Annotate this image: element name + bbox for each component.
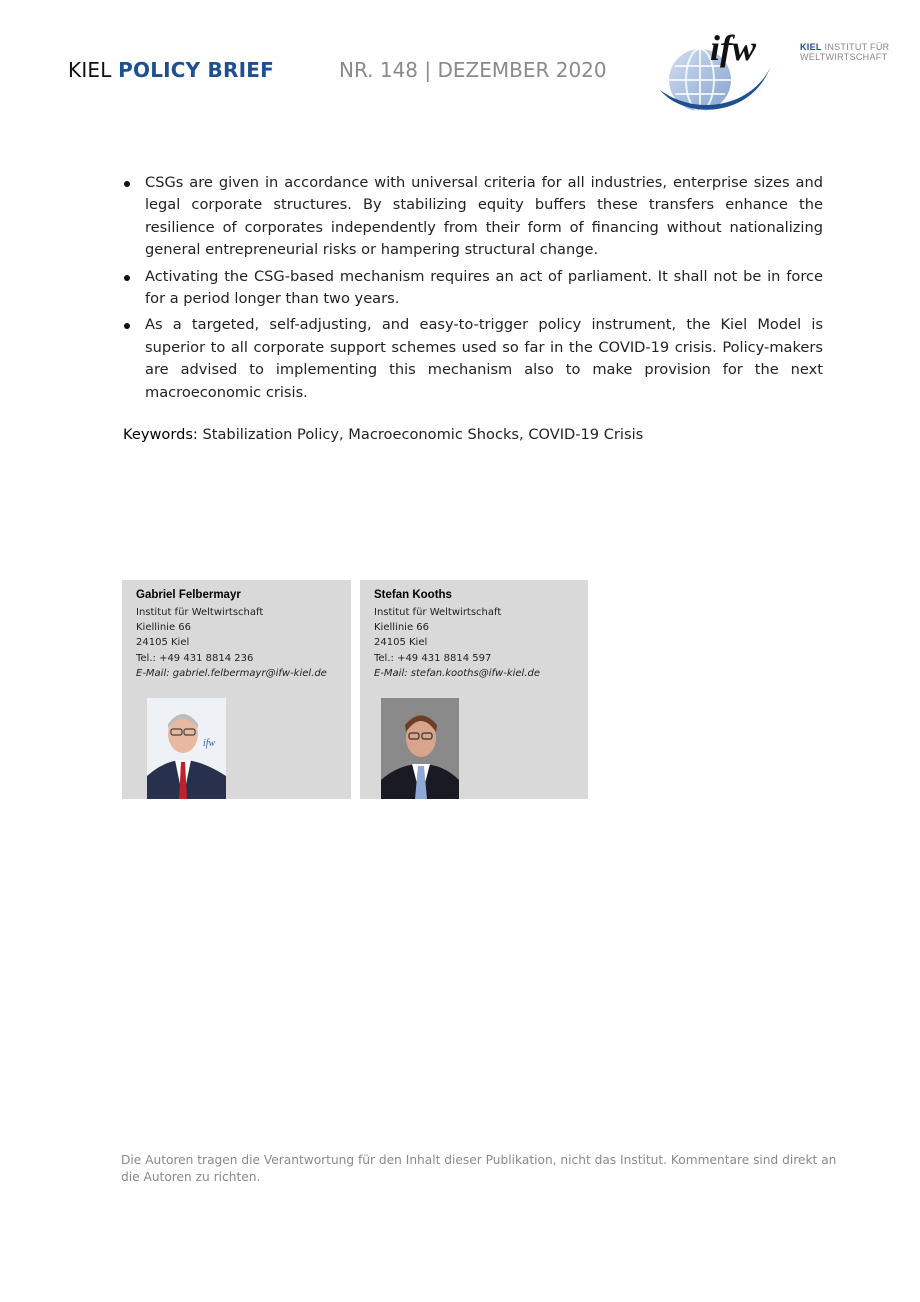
keywords-label: Keywords:: [123, 426, 198, 443]
author-name: Gabriel Felbermayr: [136, 589, 241, 601]
brand-title: POLICY BRIEF: [118, 58, 274, 82]
bullet-item: CSGs are given in accordance with universal criteria for all industries, enterprise sizes and legal corporate structures. By stabilizing equity buffers these transfers enhance the resilience of corporates independently from their form of financing without nationalizing general entrepreneurial risks or hampering structural change.: [123, 172, 823, 262]
author-name: Stefan Kooths: [374, 589, 452, 601]
svg-text:ifw: ifw: [710, 28, 757, 68]
bullet-item: As a targeted, self-adjusting, and easy-to-trigger policy instrument, the Kiel Model is superior to all corporate support schemes used so far in the COVID-19 crisis. Policy-makers are advised to implementing this mechanism also to make provision for the next macroeconomic crisis.: [123, 314, 823, 404]
logo-institut: INSTITUT FÜR: [824, 42, 890, 52]
author-email[interactable]: E-Mail: stefan.kooths@ifw-kiel.de: [374, 667, 540, 679]
author-card: [122, 580, 351, 799]
bullet-dot-icon: [124, 181, 130, 187]
bullet-dot-icon: [124, 275, 130, 281]
author-contact: [136, 605, 327, 681]
issue-number: NR. 148 | DEZEMBER 2020: [339, 58, 607, 82]
author-contact: [374, 605, 540, 681]
logo-text: [800, 42, 889, 62]
bullet-dot-icon: [124, 323, 130, 329]
author-city: 24105 Kiel: [136, 637, 190, 649]
author-institute: Institut für Weltwirtschaft: [136, 607, 264, 618]
disclaimer-note: Die Autoren tragen die Verantwortung für den Inhalt dieser Publikation, nicht das Institut. Kommentare sind direkt an die Autoren zu richten.: [121, 1153, 837, 1184]
keywords-text: Stabilization Policy, Macroeconomic Shocks, COVID-19 Crisis: [202, 426, 644, 443]
author-street: Kiellinie 66: [374, 622, 429, 634]
svg-text:ifw: ifw: [203, 738, 216, 749]
author-institute: Institut für Weltwirtschaft: [374, 607, 502, 618]
author-phone: Tel.: +49 431 8814 236: [136, 652, 254, 664]
logo-kiel: KIEL: [800, 42, 822, 52]
author-photo-icon: [381, 698, 459, 799]
logo-weltwirtschaft: WELTWIRTSCHAFT: [800, 52, 888, 62]
author-street: Kiellinie 66: [136, 622, 191, 634]
brand-prefix: KIEL: [68, 58, 112, 82]
header-brand: [68, 58, 274, 82]
summary-bullets: [123, 172, 823, 408]
author-email[interactable]: E-Mail: gabriel.felbermayr@ifw-kiel.de: [136, 667, 327, 679]
keywords: [123, 424, 643, 446]
bullet-item: Activating the CSG-based mechanism requires an act of parliament. It shall not be in force for a period longer than two years.: [123, 266, 823, 311]
author-city: 24105 Kiel: [374, 637, 428, 649]
author-card: [360, 580, 588, 799]
author-phone: Tel.: +49 431 8814 597: [374, 652, 492, 664]
author-photo-icon: [147, 698, 226, 799]
